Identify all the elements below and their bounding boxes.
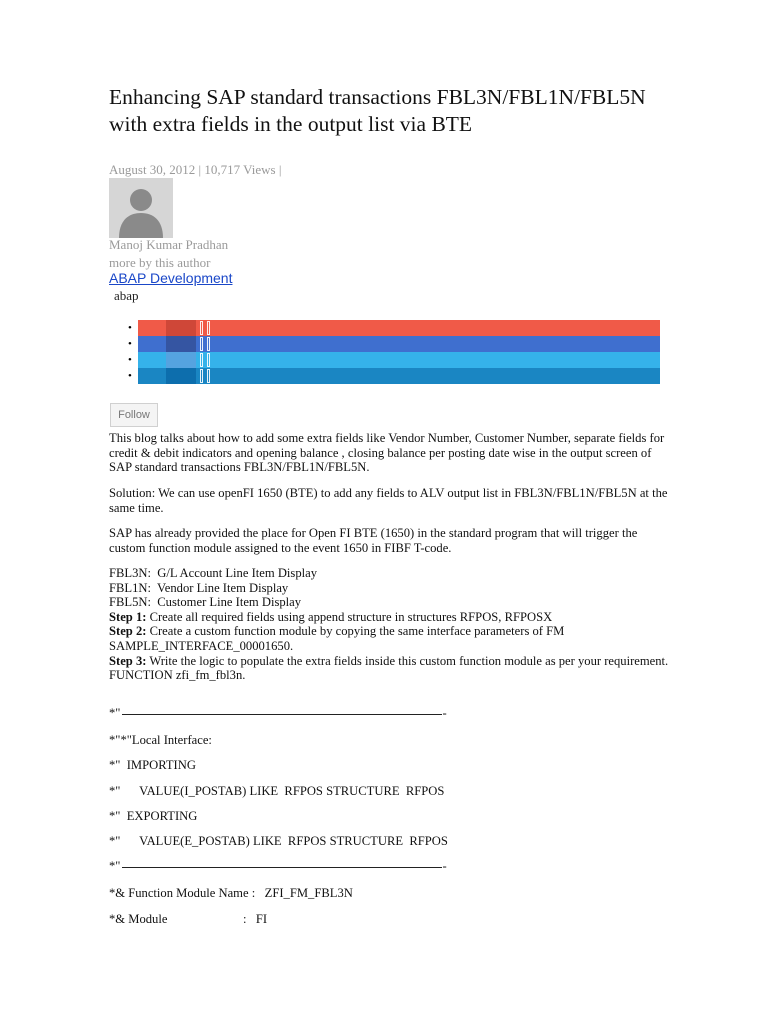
article-title: Enhancing SAP standard transactions FBL3N/FBL1N/FBL5N with extra fields in the output list via BTE [109,85,646,136]
step-text: Create a custom function module by copying the same interface parameters of FM SAMPLE_INTERFACE_00001650. [109,624,565,653]
share-bar-segment[interactable] [138,320,660,336]
share-bar [128,320,660,384]
separator-icon [207,369,210,383]
code-separator [109,859,669,874]
share-bar-segment[interactable] [138,352,660,368]
separator-rule [122,714,442,715]
code-line: *" VALUE(I_POSTAB) LIKE RFPOS STRUCTURE RFPOS [109,784,445,798]
separator-icon [200,353,203,367]
code-separator [109,706,669,721]
tag-label[interactable]: abap [114,288,139,303]
code-line: *" VALUE(E_POSTAB) LIKE RFPOS STRUCTURE RFPOS [109,834,448,848]
category-link[interactable]: ABAP Development [109,270,233,286]
separator-icon [207,337,210,351]
step-label: Step 1: [109,609,147,624]
share-button-icon [166,336,196,352]
article-meta: August 30, 2012 | 10,717 Views | [109,162,282,177]
separator-suffix: - [442,706,447,720]
bte-paragraph [109,526,669,555]
step-label: Step 2: [109,624,147,639]
author-name[interactable]: Manoj Kumar Pradhan [109,237,229,252]
share-button-icon [166,368,196,384]
intro-paragraph [109,431,669,475]
bullet-icon: • [128,370,132,382]
separator-icon [207,321,210,335]
code-line: *& Module : FI [109,912,268,926]
share-row-3[interactable] [128,352,660,368]
transaction-line: FBL1N: Vendor Line Item Display [109,580,289,595]
share-button-icon [166,352,196,368]
share-bar-segment[interactable] [138,368,660,384]
separator-icon [200,369,203,383]
separator-prefix: *" [109,859,121,873]
separator-suffix: - [442,859,447,873]
step-2 [109,624,669,653]
share-bar-segment[interactable] [138,336,660,352]
function-line: FUNCTION zfi_fm_fbl3n. [109,668,246,683]
share-row-1[interactable] [128,320,660,336]
separator-icon [200,337,203,351]
bullet-icon: • [128,354,132,366]
bullet-icon: • [128,322,132,334]
step-text: Write the logic to populate the extra fields inside this custom function module as per your requirement. [146,653,669,668]
transaction-line: FBL5N: Customer Line Item Display [109,595,302,610]
paragraph-text: SAP has already provided the place for Open FI BTE (1650) in the standard program that will trigger the custom function module assigned to the event 1650 in FIBF T-code. [109,526,638,555]
step-1 [109,610,669,625]
separator-prefix: *" [109,706,121,720]
avatar[interactable] [109,178,173,238]
share-button-icon [166,320,196,336]
bullet-icon: • [128,338,132,350]
step-label: Step 3: [109,653,147,668]
steps-block [109,566,669,683]
separator-rule [122,867,442,868]
user-silhouette-icon [109,178,173,238]
separator-icon [200,321,203,335]
code-line: *"*"Local Interface: [109,733,212,747]
code-line: *& Function Module Name : ZFI_FM_FBL3N [109,886,353,900]
step-3 [109,654,669,669]
share-row-4[interactable] [128,368,660,384]
step-text: Create all required fields using append structure in structures RFPOS, RFPOSX [146,609,553,624]
follow-button[interactable]: Follow [110,403,158,427]
more-by-author-link[interactable]: more by this author [109,255,211,270]
share-row-2[interactable] [128,336,660,352]
transaction-line: FBL3N: G/L Account Line Item Display [109,566,317,580]
paragraph-text: Solution: We can use openFI 1650 (BTE) to add any fields to ALV output list in FBL3N/FBL1N/FBL5N at the same time. [109,486,668,515]
code-line: *" EXPORTING [109,809,198,823]
code-line: *" IMPORTING [109,758,196,772]
solution-paragraph [109,486,669,515]
paragraph-text: This blog talks about how to add some extra fields like Vendor Number, Customer Number, separate fields for credit & debit indicators and opening balance , closing balance per posting date wise in the output screen of SAP standard transactions FBL3N/FBL1N/FBL5N. [109,431,665,475]
separator-icon [207,353,210,367]
